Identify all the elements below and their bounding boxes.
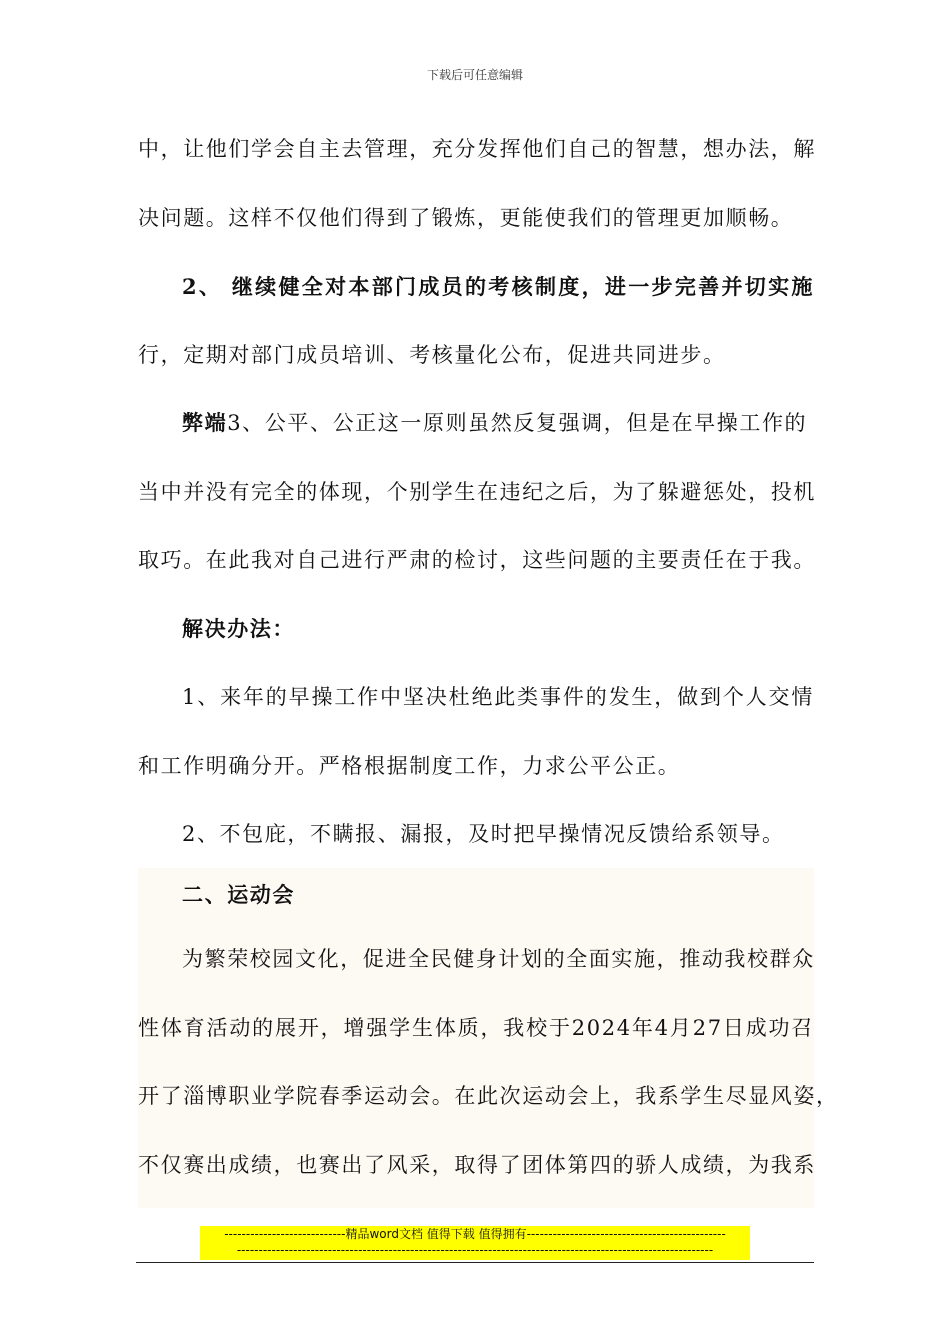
paragraph-line [182, 408, 814, 438]
paragraph-line: 2、 继续健全对本部门成员的考核制度，进一步完善并切实施 [182, 274, 814, 299]
footer-line: -------------------------------------------------------------------------------------------------------------- [236, 1243, 714, 1257]
paragraph-line: 行，定期对部门成员培训、考核量化公布，促进共同进步。 [138, 343, 726, 367]
section-heading: 二、运动会 [182, 882, 295, 907]
inline-text: 3、公平、公正这一原则虽然反复强调，但是在早操工作的 [227, 411, 808, 435]
paragraph-line: 2、不包庇，不瞒报、漏报，及时把早操情况反馈给系领导。 [182, 822, 785, 846]
footer-banner [200, 1226, 750, 1260]
paragraph-line: 决问题。这样不仅他们得到了锻炼，更能使我们的管理更加顺畅。 [138, 206, 794, 230]
bold-label: 弊端 [182, 410, 228, 435]
page-header: 下载后可任意编辑 [426, 68, 523, 82]
paragraph-line: 当中并没有完全的体现，个别学生在违纪之后，为了躲避惩处，投机 [138, 480, 816, 504]
paragraph-line: 为繁荣校园文化，促进全民健身计划的全面实施，推动我校群众 [182, 947, 815, 971]
paragraph-line: 和工作明确分开。严格根据制度工作，力求公平公正。 [138, 754, 681, 778]
paragraph-line: 取巧。在此我对自己进行严肃的检讨，这些问题的主要责任在于我。 [138, 548, 816, 572]
paragraph-line: 性体育活动的展开，增强学生体质，我校于2024年4月27日成功召 [138, 1016, 814, 1040]
paragraph-line: 不仅赛出成绩，也赛出了风采，取得了团体第四的骄人成绩，为我系 [138, 1153, 816, 1177]
paragraph-line: 中，让他们学会自主去管理，充分发挥他们自己的智慧，想办法，解 [138, 137, 816, 161]
footer-rule [136, 1262, 814, 1263]
paragraph-line: 开了淄博职业学院春季运动会。在此次运动会上，我系学生尽显风姿， [138, 1084, 839, 1108]
footer-line: ----------------------------精品word文档 值得下载 值得拥有---------------------------------------------- [224, 1227, 726, 1241]
paragraph-line: 1、来年的早操工作中坚决杜绝此类事件的发生，做到个人交情 [182, 685, 814, 709]
section-heading: 解决办法： [182, 616, 295, 641]
